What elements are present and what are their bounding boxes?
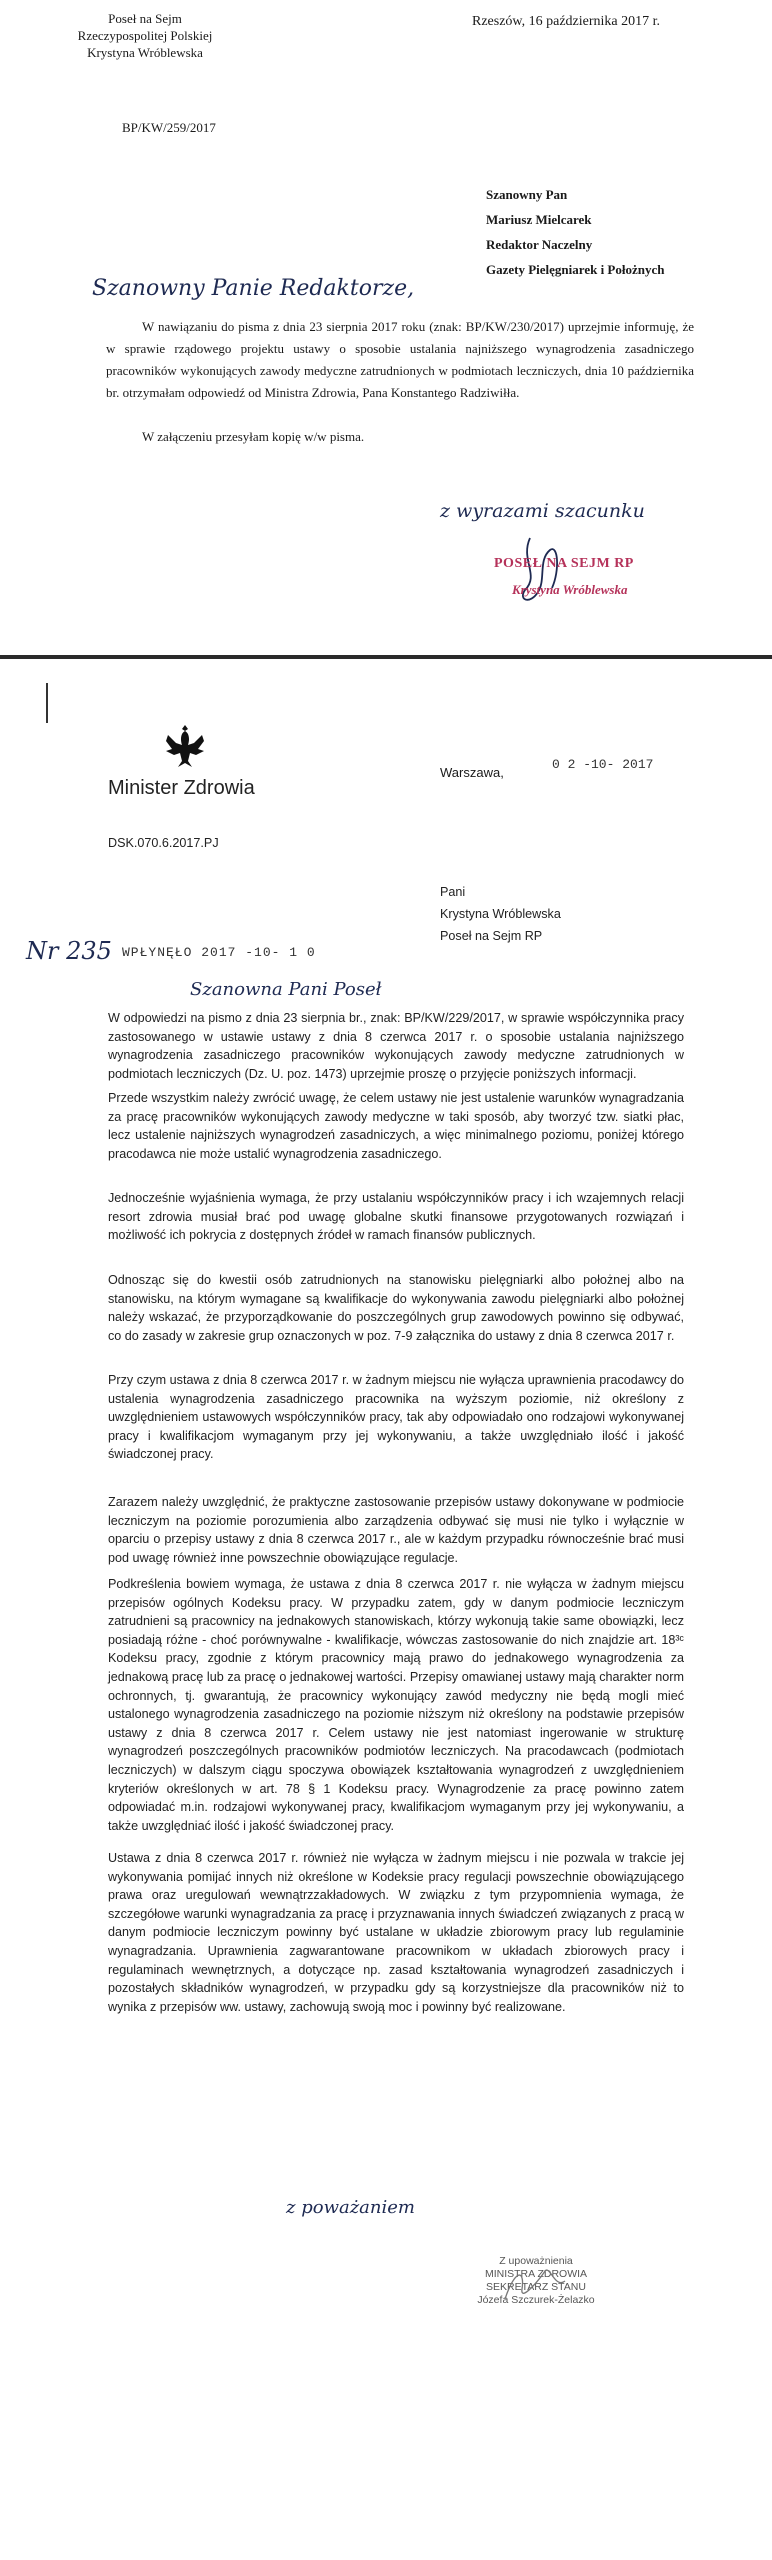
handwritten-closing: z poważaniem	[286, 2197, 415, 2218]
signature-scribble	[500, 2259, 570, 2309]
stamp-name: Krystyna Wróblewska	[512, 582, 628, 597]
signature-line: SEKRETARZ STANU	[486, 2281, 586, 2293]
sender-line: Krystyna Wróblewska	[87, 45, 203, 60]
handwritten-closing: z wyrazami szacunku	[440, 500, 645, 522]
body-paragraph: Zarazem należy uwzględnić, że praktyczne zastosowanie przepisów ustawy dokonywane w podmiocie leczniczym na poziomie porozumienia albo zarządzenia odbywać się musi nie tylko i wyłącznie w oparciu o przepisy ustawy z dnia 8 czerwca 2017 r., ale w każdym przypadku równocześnie brać musi pod uwagę również inne powszechnie obowiązujące regulacje.	[108, 1495, 684, 1565]
recipient-line: Krystyna Wróblewska	[440, 907, 561, 921]
sender-block	[30, 10, 260, 61]
body-paragraph: Ustawa z dnia 8 czerwca 2017 r. również nie wyłącza w żadnym miejscu i nie pozwala w trakcie jej wykonywania pomijać innych niż określone w Kodeksie pracy regulacji powszechnie obowiązującego prawa oraz uregulowań wewnątrzzakładowych. W związku z tym przypomnienia wymaga, że szczegółowe warunki wynagradzania za pracę i przyznawania innych świadczeń związanych z pracą w danym podmiocie leczniczym powinny być ustalane w układzie zbiorowym pracy lub regulaminie wynagradzania. Uprawnienia zagwarantowane pracownikom w układach zbiorowych pracy i regulaminach wewnętrznych, a dotyczące np. zasad kształtowania wynagrodzeń zasadniczych i pozostałych składników wynagrodzeń, w przypadku gdy są korzystniejsze dla pracowników niż to wynika z przepisów ww. ustawy, zachowują swoją moc i powinny być realizowane.	[108, 1851, 684, 2014]
place: Warszawa,	[440, 765, 504, 780]
body-paragraph: W nawiązaniu do pisma z dnia 23 sierpnia 2017 roku (znak: BP/KW/230/2017) uprzejmie informuję, że w sprawie rządowego projektu ustawy o sposobie ustalania najniższego wynagrodzenia zasadniczego pracowników wykonujących zawody medyczne zatrudnionych w podmiotach leczniczych, dnia 10 października br. otrzymałam odpowiedź od Ministra Zdrowia, Pana Konstantego Radziwiłła.	[106, 319, 694, 400]
reference-number: DSK.070.6.2017.PJ	[108, 836, 219, 850]
body-paragraph: Jednocześnie wyjaśnienia wymaga, że przy ustalaniu współczynników pracy i ich wzajemnych relacji resort zdrowia musiał brać pod uwagę globalne skutki finansowe przygotowanych rozwiązań i możliwość ich pokrycia z dostępnych źródeł w ramach finansów publicznych.	[108, 1191, 684, 1243]
handwritten-number: Nr 235	[26, 937, 112, 965]
signature-line: Józefa Szczurek-Żelazko	[477, 2294, 595, 2306]
recipient-line: Poseł na Sejm RP	[440, 929, 543, 943]
recipient-line: Mariusz Mielcarek	[486, 212, 592, 227]
body-paragraph: Odnosząc się do kwestii osób zatrudnionych na stanowisku pielęgniarki albo położnej albo na stanowisku, na którym wymagane są kwalifikacje do wykonywania zawodu pielęgniarki albo położnej należy wskazać, że przyporządkowanie do poszczególnych grup zawodowych powinno się odbywać, co do zasady w zakresie grup oznaczonych w poz. 7-9 załącznika do ustawy z dnia 8 czerwca 2017 r.	[108, 1273, 684, 1343]
handwritten-salutation: Szanowna Pani Poseł	[190, 979, 382, 1000]
stamp-title: POSEŁ NA SEJM RP	[494, 556, 634, 571]
sender-line: Rzeczypospolitej Polskiej	[77, 28, 213, 43]
recipient-line: Gazety Pielęgniarek i Położnych	[486, 262, 665, 277]
body-paragraph: Przede wszystkim należy zwrócić uwagę, że celem ustawy nie jest ustalenie warunków wynagradzania za pracę pracowników wykonujących zawody medyczne w taki sposób, aby tworzyć tzw. siatki płac, lecz ustalenie najniższych wynagrodzeń zasadniczych, a więc minimalnego poziomu, poniżej którego pracodawca nie może ustalić wynagrodzenia zasadniczego.	[108, 1091, 684, 1161]
body-paragraph: W odpowiedzi na pismo z dnia 23 sierpnia br., znak: BP/KW/229/2017, w sprawie współczynnika pracy zastosowanego w ustawie ustawy z dnia 8 czerwca 2017 r. o sposobie ustalania najniższego wynagrodzenia zasadniczego pracowników wykonujących zawody medyczne zatrudnionych w podmiotach leczniczych (Dz. U. poz. 1473) uprzejmie proszę o przyjęcie poniższych informacji.	[108, 1011, 684, 1081]
handwritten-salutation: Szanowny Panie Redaktorze,	[92, 276, 415, 301]
signature-line: MINISTRA ZDROWIA	[484, 2268, 588, 2280]
ministry-name: Minister Zdrowia	[108, 777, 255, 799]
eagle-emblem-icon	[162, 721, 208, 771]
signature-line: Z upoważnienia	[499, 2255, 573, 2267]
recipient-block	[486, 182, 664, 282]
place-date: Rzeszów, 16 października 2017 r.	[472, 14, 661, 29]
letter-page-1	[0, 0, 772, 655]
recipient-line: Redaktor Naczelny	[486, 237, 593, 252]
body-paragraph: W załączeniu przesyłam kopię w/w pisma.	[142, 429, 365, 444]
received-stamp: WPŁYNĘŁO 2017 -10- 1 0	[122, 945, 316, 960]
reference-number: BP/KW/259/2017	[122, 120, 216, 135]
sender-line: Poseł na Sejm	[108, 11, 182, 26]
recipient-line: Szanowny Pan	[486, 187, 568, 202]
date-stamp: 0 2 -10- 2017	[552, 757, 654, 772]
body-paragraph: Podkreślenia bowiem wymaga, że ustawa z dnia 8 czerwca 2017 r. nie wyłącza w żadnym miejscu przepisów ogólnych Kodeksu pracy. W przypadku zatem, gdy w danym podmiocie leczniczym zatrudnieni są pracownicy na jednakowych stanowiskach, którzy wykonują takie same obowiązki, lecz posiadają różne - choć porównywalne - kwalifikacje, wówczas zastosowanie do nich znajdzie art. 18³ᶜ Kodeksu pracy, zgodnie z którym pracownicy mają prawo do jednakowego wynagrodzenia za jednakową pracę lub za pracę o jednakowej wartości. Przepisy omawianej ustawy mają charakter norm ochronnych, tj. gwarantują, że pracownicy wykonujący zawód medyczny nie będą mogli mieć ustalonego wynagrodzenia zasadniczego na poziomie niższym niż określony na podstawie przepisów ustawy z dnia 8 czerwca 2017 r. Celem ustawy nie jest natomiast ingerowanie w strukturę wynagrodzeń poszczególnych pracowników podmiotów leczniczych. Na pracodawcach (podmiotach leczniczych) w dalszym ciągu spoczywa obowiązek kształtowania wynagrodzeń z uwzględnieniem kryteriów określonych w art. 78 § 1 Kodeksu pracy. Wynagrodzenie za pracę powinno zatem odpowiadać m.in. rodzajowi wykonywanej pracy, kwalifikacjom wymaganym przy jej wykonywaniu, a także uwzględniać ilość i jakość świadczonej pracy.	[108, 1577, 684, 1833]
letter-page-2	[0, 659, 772, 2560]
margin-mark	[46, 683, 48, 723]
recipient-block	[440, 881, 561, 947]
recipient-line: Pani	[440, 885, 466, 899]
body-paragraph: Przy czym ustawa z dnia 8 czerwca 2017 r. w żadnym miejscu nie wyłącza uprawnienia pracodawcy do ustalenia wynagrodzenia zasadniczego pracownika na wyższym poziomie, niż określony z uwzględnieniem ustawowych współczynników pracy, tak aby odpowiadało ono rodzajowi wykonywanej pracy i kwalifikacjom wymaganym przy jej wykonywaniu, a także uwzględniało ilość i jakość świadczonej pracy.	[108, 1373, 684, 1462]
